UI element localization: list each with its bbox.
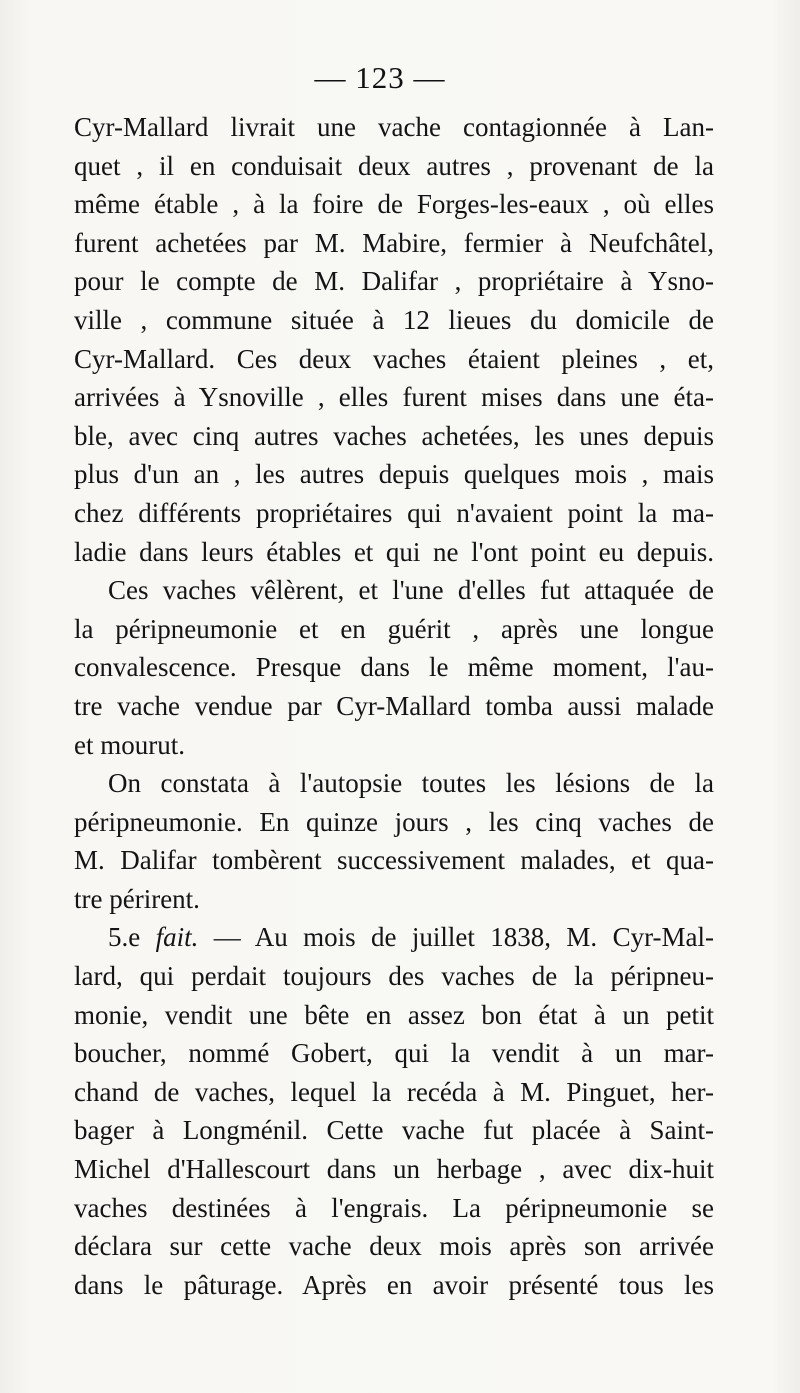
line-text: chez différents propriétaires qui n'avaient point la ma-	[74, 497, 714, 528]
line-text: dans le pâturage. Après en avoir présenté tous les	[74, 1269, 714, 1300]
text-line	[74, 1111, 714, 1150]
text-line	[74, 764, 714, 803]
text-line	[74, 648, 714, 687]
line-text: tre vache vendue par Cyr-Mallard tomba aussi malade	[74, 690, 714, 721]
line-text: ble, avec cinq autres vaches achetées, les unes depuis	[74, 420, 714, 451]
text-line	[74, 1073, 714, 1112]
text-line	[74, 1266, 714, 1305]
line-text: Ces vaches vêlèrent, et l'une d'elles fut attaquée de	[108, 575, 714, 606]
line-text: vaches destinées à l'engrais. La péripneumonie se	[74, 1192, 714, 1223]
text-line	[74, 224, 714, 263]
text-line	[74, 455, 714, 494]
line-text: péripneumonie. En quinze jours , les cinq vaches de	[74, 806, 714, 837]
text-line	[74, 378, 714, 417]
body-text	[74, 108, 714, 1304]
line-text: monie, vendit une bête en assez bon état à un petit	[74, 999, 714, 1030]
text-line	[74, 687, 714, 726]
page-number: — 123 —	[314, 60, 446, 95]
text-line	[74, 494, 714, 533]
line-text: quet , il en conduisait deux autres , provenant de la	[74, 150, 714, 181]
text-line	[74, 340, 714, 379]
text-line	[74, 571, 714, 610]
text-line	[74, 841, 714, 880]
text-line	[74, 417, 714, 456]
line-text: Cyr-Mallard. Ces deux vaches étaient pleines , et,	[74, 343, 714, 374]
section-label: fait.	[155, 922, 199, 953]
line-text: boucher, nommé Gobert, qui la vendit à un mar-	[74, 1038, 714, 1069]
line-text: arrivées à Ysnoville , elles furent mises dans une éta-	[74, 382, 714, 413]
line-text: Michel d'Hallescourt dans un herbage , avec dix-huit	[74, 1154, 714, 1185]
line-text: lard, qui perdait toujours des vaches de la péripneu-	[74, 961, 714, 992]
text-line	[74, 1034, 714, 1073]
text-line	[74, 262, 714, 301]
line-text: furent achetées par M. Mabire, fermier à Neufchâtel,	[74, 227, 714, 258]
line-text: plus d'un an , les autres depuis quelques mois , mais	[74, 459, 714, 490]
text-line	[74, 996, 714, 1035]
text-line	[74, 610, 714, 649]
text-line	[74, 880, 714, 919]
line-text: convalescence. Presque dans le même moment, l'au-	[74, 652, 714, 683]
section-number: 5.e	[108, 922, 156, 953]
line-text: — Au mois de juillet 1838, M. Cyr-Mal-	[198, 922, 715, 953]
text-line	[74, 726, 714, 765]
line-text: pour le compte de M. Dalifar , propriétaire à Ysno-	[74, 266, 714, 297]
line-text: tre périrent.	[74, 883, 200, 914]
text-line	[74, 301, 714, 340]
text-line	[74, 957, 714, 996]
line-text: déclara sur cette vache deux mois après son arrivée	[74, 1231, 714, 1262]
line-text: ville , commune située à 12 lieues du domicile de	[74, 304, 714, 335]
line-text: On constata à l'autopsie toutes les lésions de la	[108, 768, 714, 799]
text-line	[74, 1227, 714, 1266]
text-line	[74, 147, 714, 186]
line-text: la péripneumonie et en guérit , après une longue	[74, 613, 714, 644]
text-line	[74, 185, 714, 224]
line-text: bager à Longménil. Cette vache fut placée à Saint-	[74, 1115, 714, 1146]
text-line	[74, 1189, 714, 1228]
text-line	[74, 1150, 714, 1189]
line-text: Cyr-Mallard livrait une vache contagionnée à Lan-	[74, 112, 714, 142]
line-text: et mourut.	[74, 729, 185, 760]
line-text: ladie dans leurs étables et qui ne l'ont point eu depuis.	[74, 536, 714, 567]
text-line	[74, 533, 714, 572]
text-line	[74, 918, 714, 957]
line-text: chand de vaches, lequel la recéda à M. Pinguet, her-	[74, 1076, 714, 1107]
line-text: M. Dalifar tombèrent successivement malades, et qua-	[74, 845, 714, 876]
line-text: même étable , à la foire de Forges-les-eaux , où elles	[74, 189, 714, 220]
text-line	[74, 108, 714, 147]
text-line	[74, 803, 714, 842]
